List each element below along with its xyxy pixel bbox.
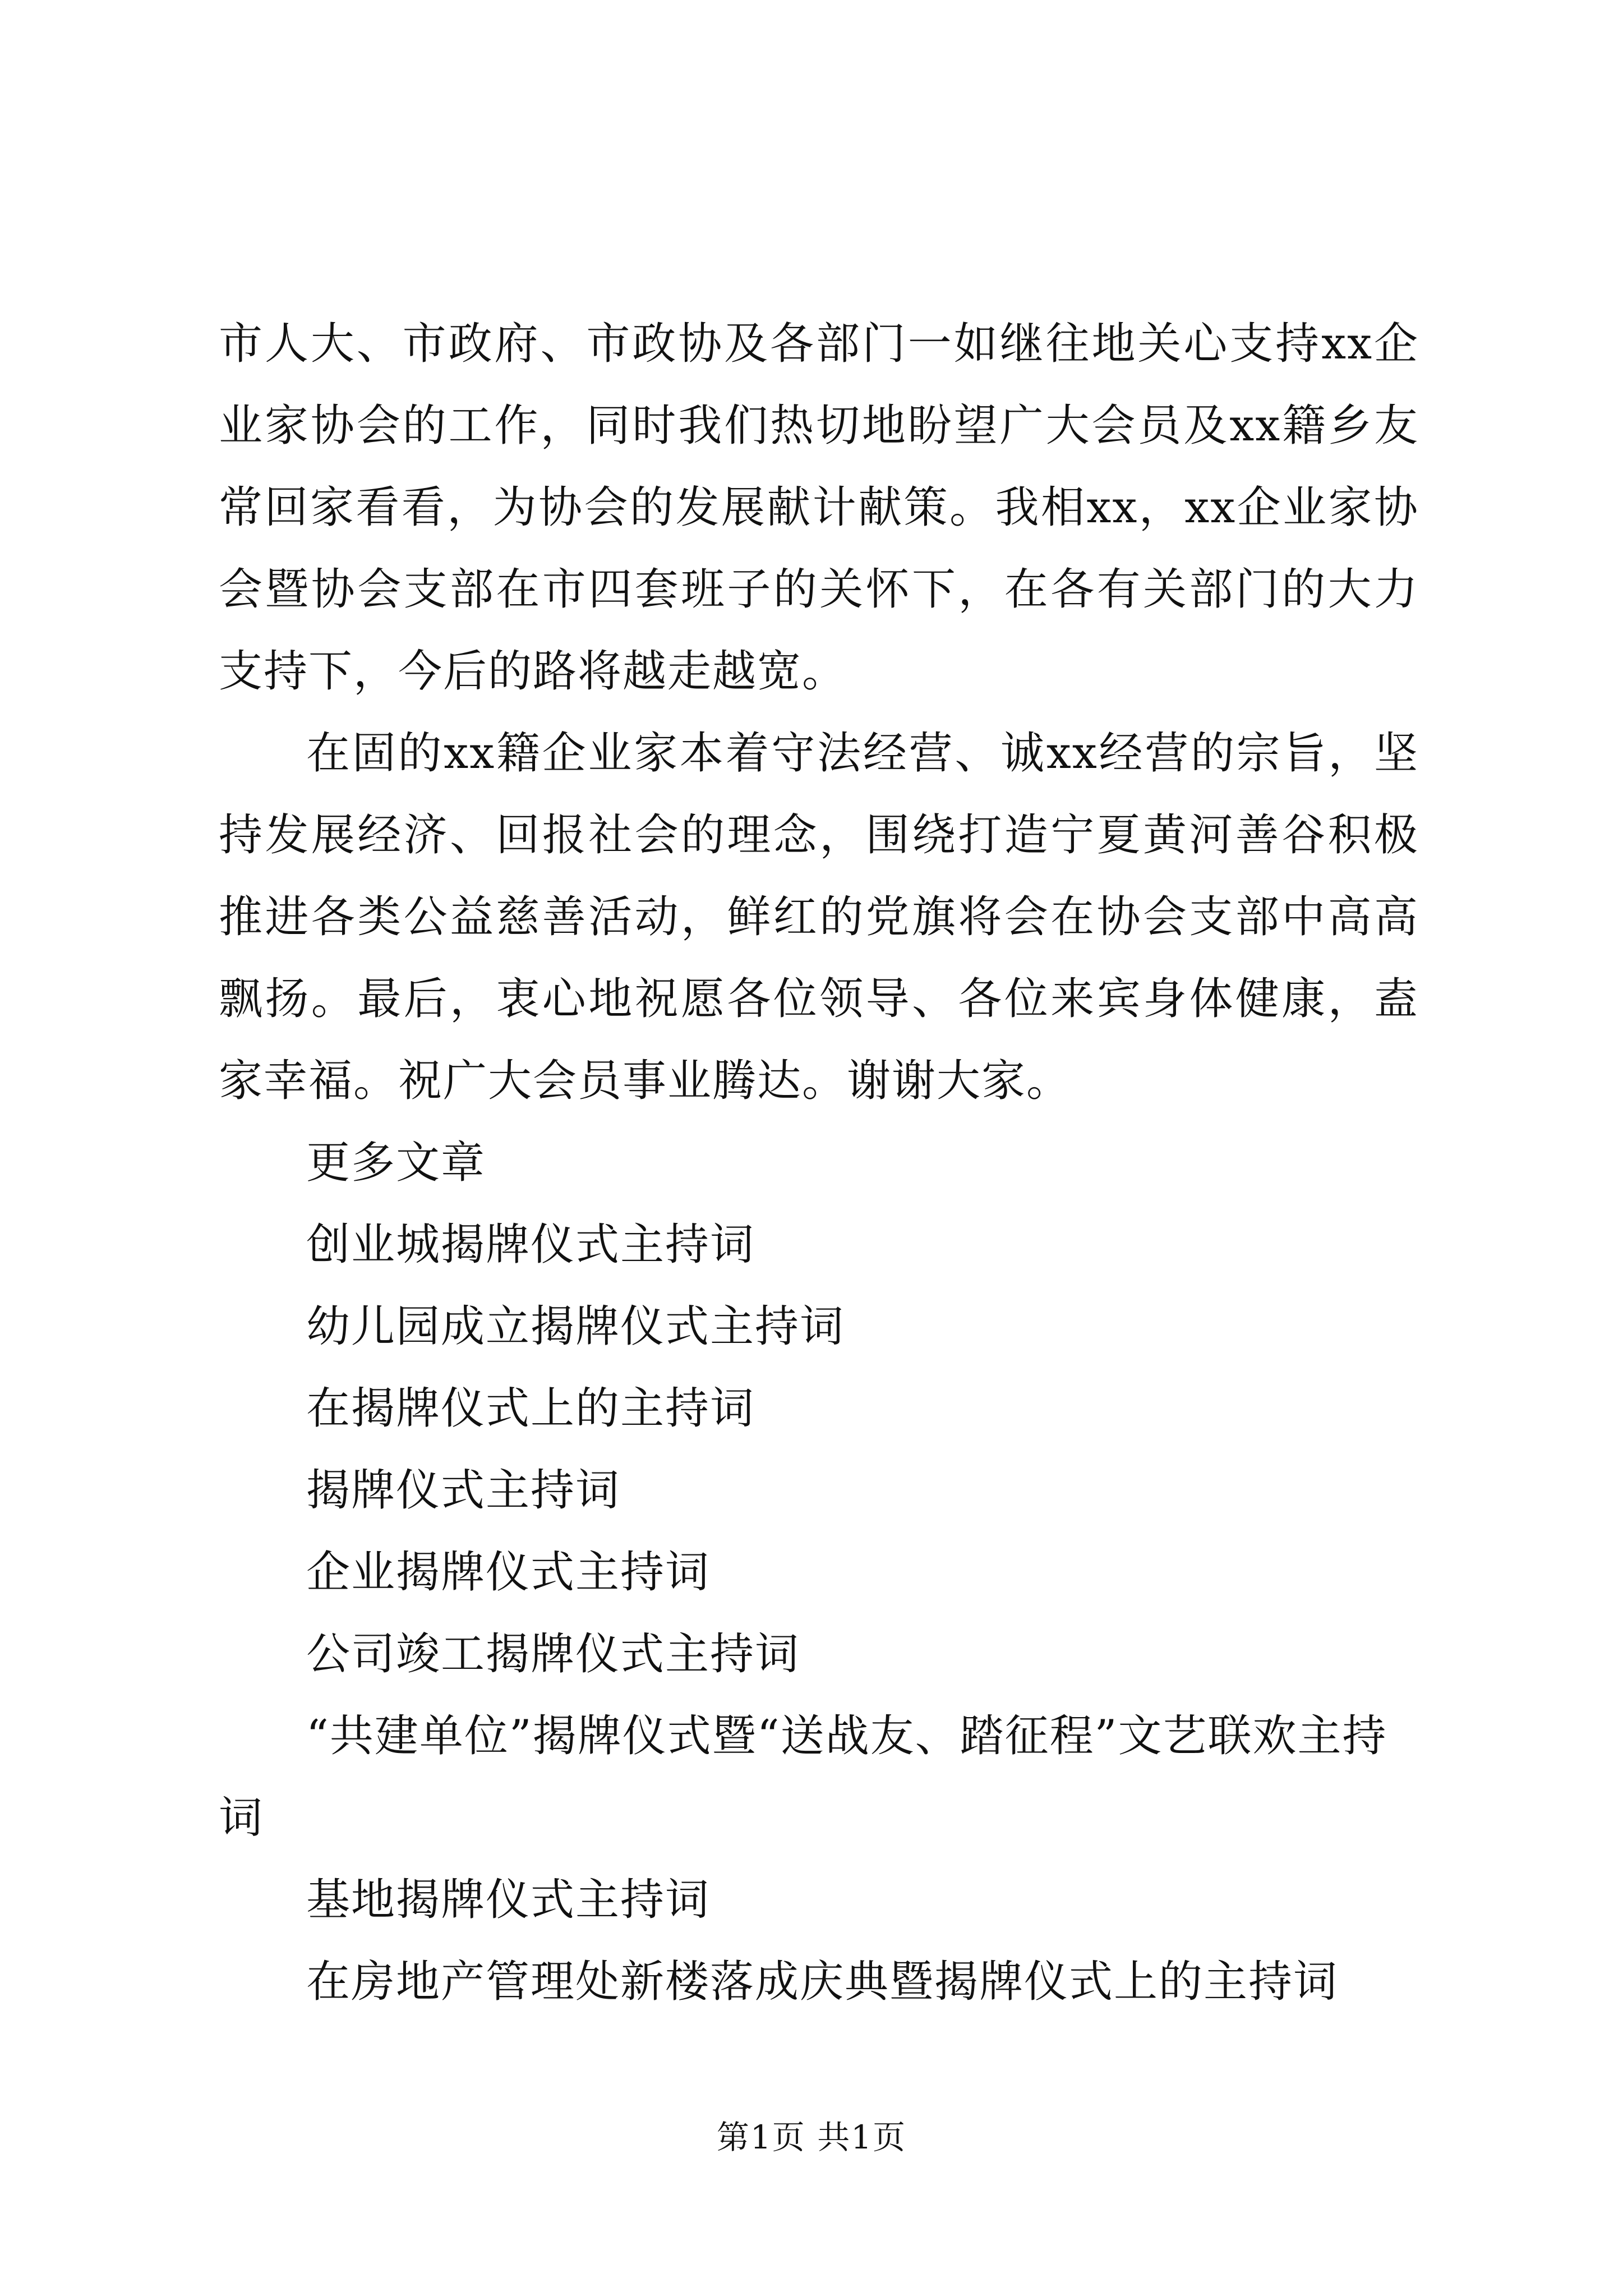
article-link-9[interactable]: 在房地产管理处新楼落成庆典暨揭牌仪式上的主持词 — [306, 1957, 1339, 2007]
article-link-5[interactable]: 企业揭牌仪式主持词 — [306, 1547, 711, 1598]
article-link-7[interactable]: “共建单位”揭牌仪式暨“送战友、踏征程”文艺联欢主持词 — [219, 1711, 1387, 1843]
page-footer — [0, 2115, 1623, 2160]
document-body — [219, 303, 1419, 2023]
article-link-8[interactable]: 基地揭牌仪式主持词 — [306, 1875, 711, 1925]
paragraph-1: 市人大、市政府、市政协及各部门一如继往地关心支持xx企业家协会的工作，同时我们热切地盼望广大会员及xx籍乡友常回家看看，为协会的发展献计献策。我相xx，xx企业家协会暨协会支部在市四套班子的关怀下，在各有关部门的大力支持下，今后的路将越走越宽。 — [219, 319, 1419, 697]
page-number-label: 第1页 共1页 — [716, 2118, 907, 2156]
article-link-1[interactable]: 创业城揭牌仪式主持词 — [306, 1220, 755, 1270]
article-link-3[interactable]: 在揭牌仪式上的主持词 — [306, 1383, 755, 1434]
article-link-6[interactable]: 公司竣工揭牌仪式主持词 — [306, 1629, 800, 1680]
article-link-2[interactable]: 幼儿园成立揭牌仪式主持词 — [306, 1301, 845, 1352]
article-link-4[interactable]: 揭牌仪式主持词 — [306, 1465, 621, 1516]
more-articles-heading: 更多文章 — [306, 1138, 486, 1188]
more-articles-list — [219, 1204, 1419, 2023]
paragraph-2: 在固的xx籍企业家本着守法经营、诚xx经营的宗旨，坚持发展经济、回报社会的理念，围绕打造宁夏黄河善谷积极推进各类公益慈善活动，鲜红的党旗将会在协会支部中高高飘扬。最后，衷心地祝愿各位领导、各位来宾身体健康，盍家幸福。祝广大会员事业腾达。谢谢大家。 — [219, 728, 1419, 1106]
